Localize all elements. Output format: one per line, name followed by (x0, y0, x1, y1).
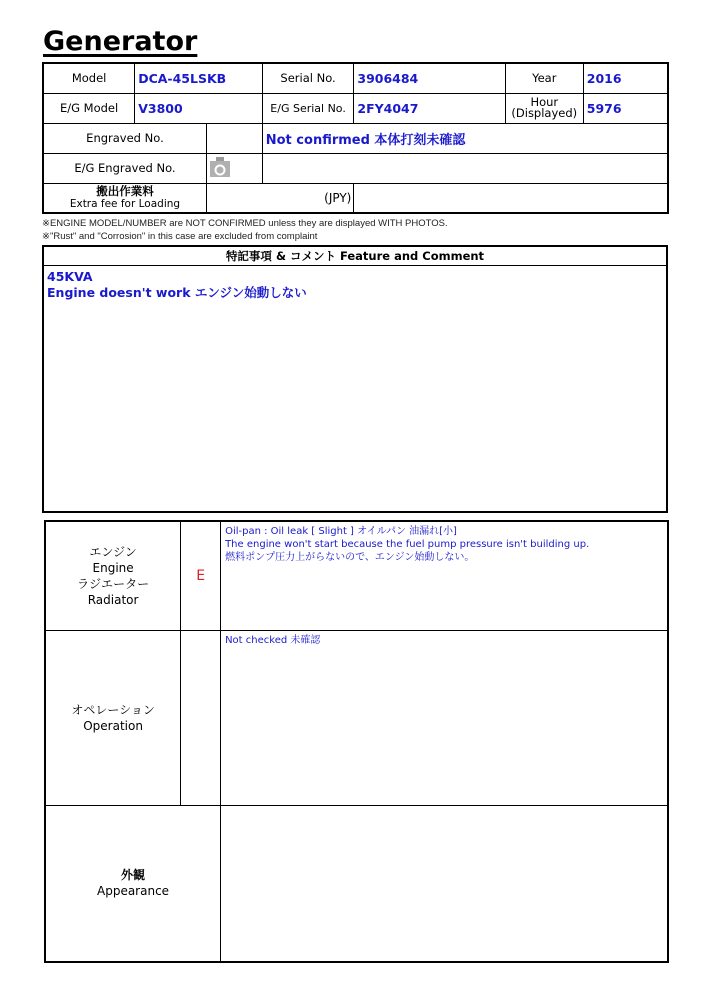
eg-engraved-photo-cell[interactable] (206, 153, 262, 183)
radiator-label-en: Radiator (87, 592, 139, 607)
inspection-table (44, 520, 669, 963)
engine-description (221, 521, 668, 630)
fee-unit: (JPY) (324, 190, 352, 205)
eg-serial-label: E/G Serial No. (262, 93, 354, 123)
appearance-description (221, 805, 668, 962)
engraved-photo-cell (206, 123, 262, 153)
fee-remarks (354, 183, 668, 213)
page-title: Generator (43, 26, 198, 57)
fee-label (43, 183, 206, 213)
eg-model-value: V3800 (135, 93, 263, 123)
serial-label: Serial No. (262, 63, 354, 93)
radiator-label-jp: ラジエーター (77, 576, 150, 591)
note-rust: ※"Rust" and "Corrosion" in this case are excluded from complaint (42, 231, 318, 242)
vehicle-info-table (42, 62, 669, 214)
appearance-category (45, 805, 221, 962)
fee-label-jp: 搬出作業料 (96, 184, 154, 199)
eg-model-label: E/G Model (43, 93, 135, 123)
comment-header: 特記事項 & コメント Feature and Comment (44, 247, 666, 266)
comment-section (42, 245, 668, 513)
eg-engraved-label: E/G Engraved No. (43, 153, 206, 183)
note-engine-number: ※ENGINE MODEL/NUMBER are NOT CONFIRMED unless they are displayed WITH PHOTOS. (42, 218, 448, 229)
engine-grade: E (181, 521, 221, 630)
engraved-label: Engraved No. (43, 123, 206, 153)
model-label: Model (43, 63, 135, 93)
comment-line: 45KVA (47, 269, 93, 284)
hour-value: 5976 (583, 93, 668, 123)
year-value: 2016 (583, 63, 668, 93)
engine-desc-line: Oil-pan : Oil leak [ Slight ] オイルパン 油漏れ[小] (225, 526, 457, 537)
comment-body (44, 266, 666, 304)
hour-label-line1: Hour (530, 95, 559, 109)
operation-category (45, 630, 181, 805)
appearance-label-jp: 外観 (121, 868, 146, 883)
camera-icon[interactable] (209, 155, 231, 179)
year-label: Year (505, 63, 583, 93)
serial-value: 3906484 (354, 63, 505, 93)
engine-label-jp: エンジン (89, 544, 137, 559)
comment-line: Engine doesn't work エンジン始動しない (47, 285, 307, 300)
operation-label-jp: オペレーション (71, 702, 155, 717)
engine-desc-line: The engine won't start because the fuel pump pressure isn't building up. (225, 539, 590, 550)
engraved-value: Not confirmed 本体打刻未確認 (262, 123, 668, 153)
engine-desc-line: 燃料ポンプ圧力上がらないので、エンジン始動しない。 (225, 552, 475, 563)
engine-label-en: Engine (92, 560, 134, 575)
eg-engraved-value (262, 153, 668, 183)
operation-description (221, 630, 668, 805)
fee-value (206, 183, 353, 213)
operation-label-en: Operation (83, 718, 143, 733)
operation-desc-line: Not checked 未確認 (225, 634, 321, 646)
hour-label-line2: (Displayed) (511, 106, 578, 120)
model-value: DCA-45LSKB (135, 63, 263, 93)
engine-category (45, 521, 181, 630)
hour-label (505, 93, 583, 123)
fee-label-en: Extra fee for Loading (69, 198, 181, 211)
eg-serial-value: 2FY4047 (354, 93, 505, 123)
operation-grade (181, 630, 221, 805)
appearance-label-en: Appearance (97, 884, 170, 899)
